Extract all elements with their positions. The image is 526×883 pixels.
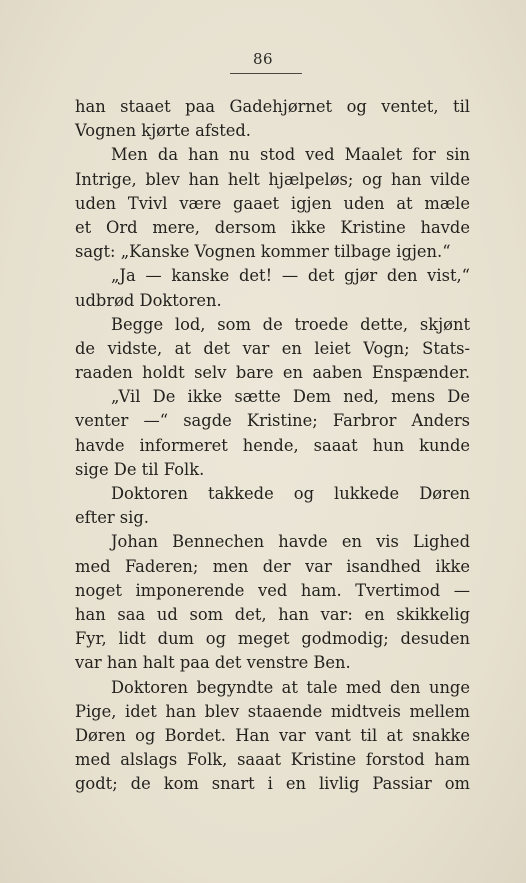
text-line: efter sig. xyxy=(75,508,149,528)
text-line: Døren og Bordet. Han var vant til at snakke xyxy=(75,725,470,745)
text-line: de vidste, at det var en leiet Vogn; Stats- xyxy=(75,338,470,358)
text-line: godt; de kom snart i en livlig Passiar om xyxy=(75,774,470,794)
text-line: raaden holdt selv bare en aaben Enspænder. xyxy=(75,363,470,383)
text-line: „Ja — kanske det! — det gjør den vist,“ xyxy=(111,266,470,286)
text-line: udbrød Doktoren. xyxy=(75,290,222,310)
text-line: venter —“ sagde Kristine; Farbror Anders xyxy=(75,411,470,431)
text-line: Johan Bennechen havde en vis Lighed xyxy=(111,532,470,552)
text-line: sagt: „Kanske Vognen kommer tilbage igjen.“ xyxy=(75,242,451,262)
text-line: Intrige, blev han helt hjælpeløs; og han vilde xyxy=(75,169,470,189)
text-line: med Faderen; men der var isandhed ikke xyxy=(75,556,470,576)
text-line: Pige, idet han blev staaende midtveis mellem xyxy=(75,701,470,721)
text-line: Begge lod, som de troede dette, skjønt xyxy=(111,314,470,334)
text-line: Fyr, lidt dum og meget godmodig; desuden xyxy=(75,629,470,649)
text-line: Doktoren begyndte at tale med den unge xyxy=(111,677,470,697)
text-line: „Vil De ikke sætte Dem ned, mens De xyxy=(111,387,470,407)
page-number-rule xyxy=(230,73,302,74)
text-line: uden Tvivl være gaaet igjen uden at mæle xyxy=(75,193,470,213)
text-line: han staaet paa Gadehjørnet og ventet, til xyxy=(75,97,470,116)
text-line: var han halt paa det venstre Ben. xyxy=(75,653,351,673)
text-line: Vognen kjørte afsted. xyxy=(75,121,251,141)
text-line: Doktoren takkede og lukkede Døren xyxy=(111,484,470,503)
text-line: Men da han nu stod ved Maalet for sin xyxy=(111,145,470,165)
page-number: 86 xyxy=(252,50,274,68)
text-line: havde informeret hende, saaat hun kunde xyxy=(75,435,470,455)
text-line: noget imponerende ved ham. Tvertimod — xyxy=(75,580,470,600)
body-text xyxy=(75,95,470,796)
text-line: sige De til Folk. xyxy=(75,459,205,479)
text-line: med alslags Folk, saaat Kristine forstod ham xyxy=(75,750,470,770)
text-line: et Ord mere, dersom ikke Kristine havde xyxy=(75,217,470,237)
text-line: han saa ud som det, han var: en skikkelig xyxy=(75,604,470,624)
